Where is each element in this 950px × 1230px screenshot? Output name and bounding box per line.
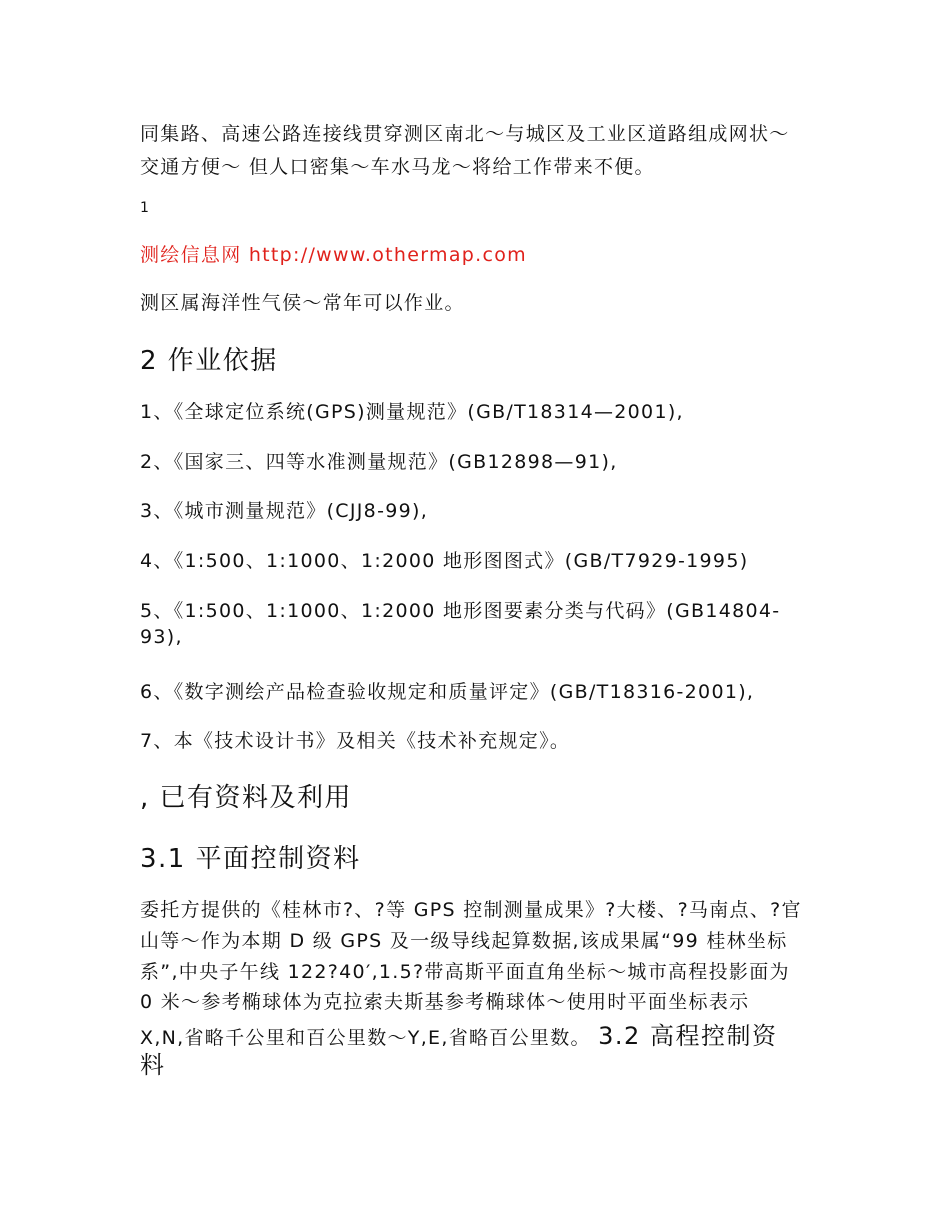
- reference-item-3: 3、《城市测量规范》(CJJ8-99),: [140, 500, 429, 522]
- intro-line-2: 交通方便～ 但人口密集～车水马龙～将给工作带来不便。: [140, 156, 655, 178]
- intro-line-1: 同集路、高速公路连接线贯穿测区南北～与城区及工业区道路组成网状～: [140, 123, 790, 145]
- section-3-2-heading: 3.2 高程控制资: [598, 1022, 778, 1050]
- watermark-link[interactable]: 测绘信息网 http://www.othermap.com: [140, 244, 527, 266]
- reference-item-1: 1、《全球定位系统(GPS)测量规范》(GB/T18314—2001),: [140, 401, 684, 423]
- para-3-1-line-5: [140, 1016, 777, 1051]
- reference-item-4: 4、《1:500、1:1000、1:2000 地形图图式》(GB/T7929-1995): [140, 550, 749, 572]
- climate-paragraph: 测区属海洋性气侯～常年可以作业。: [140, 292, 465, 314]
- reference-item-5: 5、《1:500、1:1000、1:2000 地形图要素分类与代码》(GB14804-: [140, 600, 781, 622]
- para-3-1-line-1: 委托方提供的《桂林市?、?等 GPS 控制测量成果》?大楼、?马南点、?官: [140, 899, 802, 921]
- page-number: 1: [140, 200, 151, 216]
- reference-item-6: 6、《数字测绘产品检查验收规定和质量评定》(GB/T18316-2001),: [140, 681, 755, 703]
- section-3-heading: , 已有资料及利用: [140, 783, 353, 813]
- para-3-1-line-2: 山等～作为本期 D 级 GPS 及一级导线起算数据,该成果属“99 桂林坐标: [140, 930, 788, 952]
- reference-item-7: 7、本《技术设计书》及相关《技术补充规定》。: [140, 730, 571, 752]
- para-3-1-last-text: X,N,省略千公里和百公里数～Y,E,省略百公里数。: [140, 1027, 591, 1049]
- reference-item-5-continued: 93),: [140, 626, 183, 648]
- section-3-1-heading: 3.1 平面控制资料: [140, 844, 361, 874]
- reference-item-2: 2、《国家三、四等水准测量规范》(GB12898—91),: [140, 451, 618, 473]
- para-3-1-line-3: 系”,中央子午线 122?40′,1.5?带高斯平面直角坐标～城市高程投影面为: [140, 961, 790, 983]
- section-3-2-heading-continued: 料: [140, 1051, 166, 1079]
- para-3-1-line-4: 0 米～参考椭球体为克拉索夫斯基参考椭球体～使用时平面坐标表示: [140, 991, 750, 1013]
- section-2-heading: 2 作业依据: [140, 346, 278, 376]
